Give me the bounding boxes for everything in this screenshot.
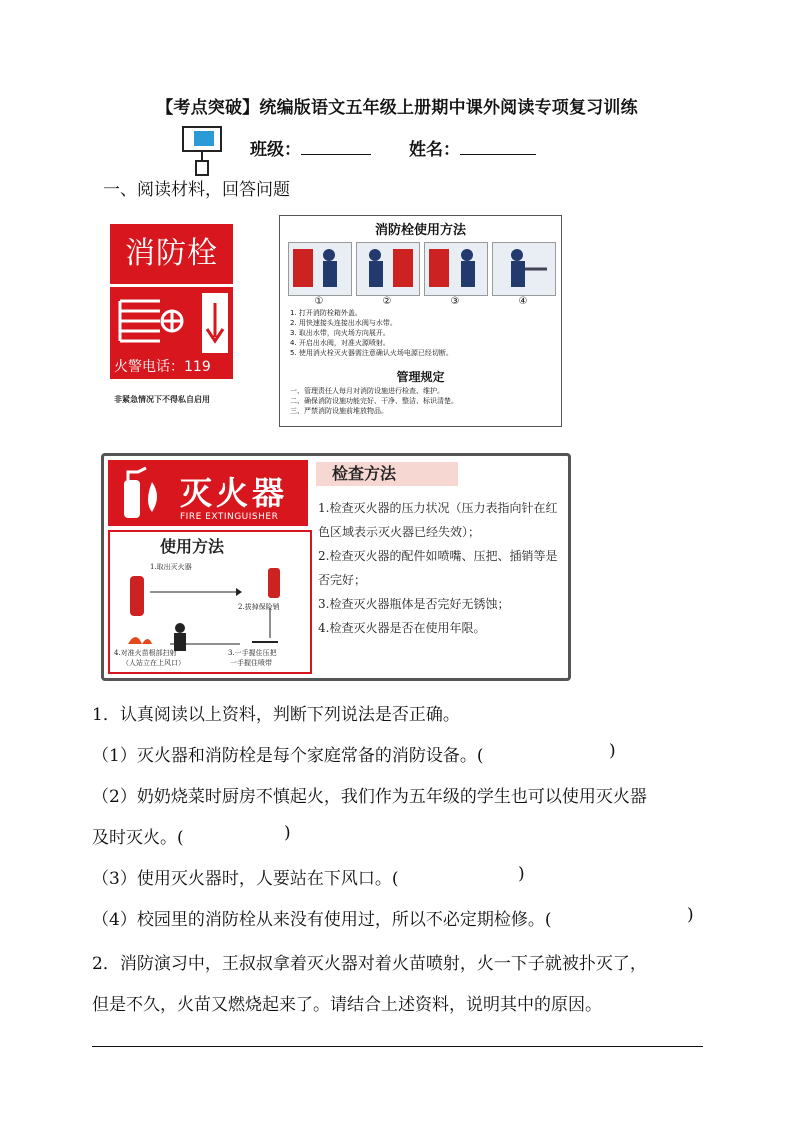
check-item: 4.检查灭火器是否在使用年限。 xyxy=(318,621,486,635)
rules-list xyxy=(290,386,458,416)
hydrant-note: 非紧急情况下不得私自启用 xyxy=(114,395,210,404)
answer-paren-1[interactable]: ) xyxy=(609,741,616,761)
answer-line[interactable] xyxy=(92,1046,703,1047)
answer-paren-2[interactable]: ) xyxy=(284,823,291,843)
extinguisher-icon xyxy=(108,460,174,526)
extinguisher-english: FIRE EXTINGUISHER xyxy=(180,512,279,522)
extinguisher-usage-heading: 使用方法 xyxy=(160,537,225,556)
stamp-icon xyxy=(180,125,224,179)
section-heading: 一、阅读材料，回答问题 xyxy=(103,180,290,200)
usage-step: 5. 使用消火栓灭火器需注意确认火场电源已经切断。 xyxy=(290,349,453,357)
check-heading: 检查方法 xyxy=(316,462,458,486)
extinguisher-board xyxy=(101,453,571,681)
usage-step-2: 2.拔掉保险销 xyxy=(238,603,280,611)
rule-item: 二、确保消防设施功能完好、干净、整洁、标识清楚。 xyxy=(290,397,458,405)
usage-step-3b: 一手握住喷带 xyxy=(230,659,272,667)
usage-step: 1. 打开消防栓箱外盖。 xyxy=(290,309,362,317)
check-item: 2.检查灭火器的配件如喷嘴、压把、插销等是否完好； xyxy=(318,549,558,587)
extinguisher-usage-box xyxy=(108,530,312,674)
question-1-1: （1）灭火器和消防栓是每个家庭常备的消防设备。( xyxy=(92,746,484,766)
check-item: 3.检查灭火器瓶体是否完好无锈蚀； xyxy=(318,597,510,611)
name-blank[interactable] xyxy=(460,139,536,155)
extinguisher-header xyxy=(108,460,308,526)
question-2-cont: 但是不久，火苗又燃烧起来了。请结合上述资料，说明其中的原因。 xyxy=(92,995,602,1015)
page-title: 【考点突破】统编版语文五年级上册期中课外阅读专项复习训练 xyxy=(156,98,638,118)
class-blank[interactable] xyxy=(301,139,371,155)
class-name-row xyxy=(250,135,536,160)
hydrant-sign-body xyxy=(110,287,233,379)
usage-step-1: 1.取出灭火器 xyxy=(150,563,192,571)
step-3-picture xyxy=(424,242,488,296)
usage-step: 4. 开启出水阀，对准火源喷射。 xyxy=(290,339,390,347)
step-number: ② xyxy=(382,296,392,307)
check-list xyxy=(318,496,564,640)
answer-paren-3[interactable]: ) xyxy=(518,864,525,884)
hydrant-usage-steps xyxy=(290,308,453,358)
question-1: 1．认真阅读以上资料，判断下列说法是否正确。 xyxy=(92,705,460,725)
question-1-3: （3）使用灭火器时，人要站在下风口。( xyxy=(92,869,399,889)
usage-step-4: 4.对准火苗根部扫射 xyxy=(114,649,177,657)
step-2-picture xyxy=(356,242,420,296)
question-1-4: （4）校园里的消防栓从来没有使用过，所以不必定期检修。( xyxy=(92,910,552,930)
usage-step: 2. 用快速接头连接出水阀与水带。 xyxy=(290,319,397,327)
class-label: 班级： xyxy=(250,140,301,160)
hose-reel-icon xyxy=(110,287,233,379)
usage-step-4b: （人站立在上风口） xyxy=(122,659,185,667)
hydrant-usage-panel xyxy=(279,215,562,427)
rule-item: 一、管理责任人每月对消防设施进行检查、维护。 xyxy=(290,387,444,395)
step-number: ④ xyxy=(518,296,528,307)
step-number: ① xyxy=(314,296,324,307)
question-1-2: （2）奶奶烧菜时厨房不慎起火，我们作为五年级的学生也可以使用灭火器 xyxy=(92,787,647,807)
question-1-2-cont: 及时灭火。( xyxy=(92,828,184,848)
usage-step-3: 3.一手握住压把 xyxy=(228,649,277,657)
hydrant-usage-heading: 消防栓使用方法 xyxy=(374,223,466,238)
hydrant-phone: 火警电话：119 xyxy=(114,359,211,375)
usage-step: 3. 取出水带，向火场方向展开。 xyxy=(290,329,390,337)
step-4-picture xyxy=(492,242,556,296)
hydrant-sign-title: 消防栓 xyxy=(110,224,233,284)
answer-paren-4[interactable]: ) xyxy=(687,905,694,925)
check-item: 1.检查灭火器的压力状况（压力表指向针在红色区域表示灭火器已经失效）； xyxy=(318,501,558,539)
question-2: 2．消防演习中，王叔叔拿着灭火器对着火苗喷射，火一下子就被扑灭了， xyxy=(92,954,647,974)
rule-item: 三、严禁消防设施前堆放物品。 xyxy=(290,407,388,415)
name-label: 姓名： xyxy=(409,140,460,160)
hydrant-sign xyxy=(110,224,233,404)
step-1-picture xyxy=(288,242,352,296)
rules-heading: 管理规定 xyxy=(396,370,445,384)
step-number: ③ xyxy=(450,296,460,307)
extinguisher-title: 灭火器 xyxy=(180,474,289,512)
hydrant-usage-pictures xyxy=(288,242,554,306)
